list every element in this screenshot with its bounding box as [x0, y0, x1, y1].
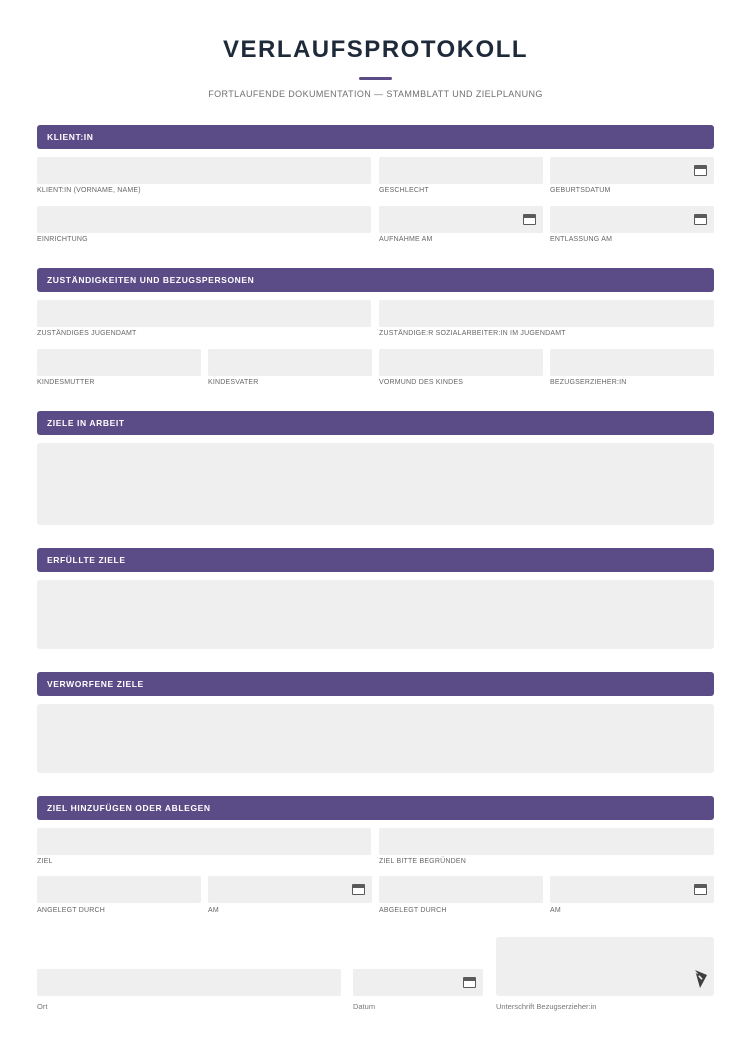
section-ziele-arbeit-heading: ZIELE IN ARBEIT: [37, 411, 714, 435]
section-ziele-verworfen-heading: VERWORFENE ZIELE: [37, 672, 714, 696]
ziele-arbeit-textarea[interactable]: [37, 443, 714, 525]
page-title: VERLAUFSPROTOKOLL: [222, 36, 529, 63]
ziel-begruendung-label: ZIEL BITTE BEGRÜNDEN: [379, 858, 466, 865]
ziel-label: ZIEL: [37, 858, 53, 865]
angelegt-am-label: AM: [208, 907, 219, 914]
section-zustaendigkeiten-heading: ZUSTÄNDIGKEITEN UND BEZUGSPERSONEN: [37, 268, 714, 292]
datum-label: Datum: [353, 1002, 376, 1011]
abgelegt-durch-field[interactable]: [379, 876, 543, 903]
abgelegt-durch-label: ABGELEGT DURCH: [379, 907, 447, 914]
einrichtung-label: EINRICHTUNG: [37, 236, 88, 243]
abgelegt-am-field[interactable]: [550, 876, 714, 903]
bezugserzieher-field[interactable]: [550, 349, 714, 376]
unterschrift-label: Unterschrift Bezugserzieher:in: [496, 1002, 597, 1011]
klient-name-field[interactable]: [37, 157, 371, 184]
sozialarbeiter-field[interactable]: [379, 300, 714, 327]
ort-label: Ort: [37, 1002, 48, 1011]
jugendamt-field[interactable]: [37, 300, 371, 327]
einrichtung-field[interactable]: [37, 206, 371, 233]
pen-nib-icon: [692, 968, 710, 990]
angelegt-durch-label: ANGELEGT DURCH: [37, 907, 106, 914]
angelegt-am-field[interactable]: [208, 876, 372, 903]
angelegt-durch-field[interactable]: [37, 876, 201, 903]
calendar-icon[interactable]: [694, 165, 707, 176]
aufnahme-field[interactable]: [379, 206, 543, 233]
entlassung-label: ENTLASSUNG AM: [550, 236, 613, 243]
ziele-verworfen-textarea[interactable]: [37, 704, 714, 773]
geburtsdatum-label: GEBURTSDATUM: [550, 187, 611, 194]
entlassung-field[interactable]: [550, 206, 714, 233]
ziel-begruendung-field[interactable]: [379, 828, 714, 855]
kindesmutter-label: KINDESMUTTER: [37, 379, 95, 386]
klient-name-label: KLIENT:IN (VORNAME, NAME): [37, 187, 141, 194]
calendar-icon[interactable]: [694, 214, 707, 225]
section-ziele-erfuellt-heading: ERFÜLLTE ZIELE: [37, 548, 714, 572]
bezugserzieher-label: BEZUGSERZIEHER:IN: [550, 379, 627, 386]
kindesmutter-field[interactable]: [37, 349, 201, 376]
calendar-icon[interactable]: [463, 977, 476, 988]
section-klient-heading: KLIENT:IN: [37, 125, 714, 149]
calendar-icon[interactable]: [694, 884, 707, 895]
aufnahme-label: AUFNAHME AM: [379, 236, 433, 243]
page-subtitle: FORTLAUFENDE DOKUMENTATION — STAMMBLATT UND ZIELPLANUNG: [208, 89, 543, 99]
section-ziel-hinzufuegen-heading: ZIEL HINZUFÜGEN ODER ABLEGEN: [37, 796, 714, 820]
geburtsdatum-field[interactable]: [550, 157, 714, 184]
ziel-field[interactable]: [37, 828, 371, 855]
vormund-label: VORMUND DES KINDES: [379, 379, 464, 386]
ziele-erfuellt-textarea[interactable]: [37, 580, 714, 649]
vormund-field[interactable]: [379, 349, 543, 376]
jugendamt-label: ZUSTÄNDIGES JUGENDAMT: [37, 330, 137, 337]
datum-field[interactable]: [353, 969, 483, 996]
abgelegt-am-label: AM: [550, 907, 561, 914]
calendar-icon[interactable]: [523, 214, 536, 225]
kindesvater-field[interactable]: [208, 349, 372, 376]
geschlecht-label: GESCHLECHT: [379, 187, 429, 194]
title-underline: [359, 77, 392, 80]
kindesvater-label: KINDESVATER: [208, 379, 259, 386]
sozialarbeiter-label: ZUSTÄNDIGE:R SOZIALARBEITER:IN IM JUGENDAMT: [379, 330, 566, 337]
ort-field[interactable]: [37, 969, 341, 996]
calendar-icon[interactable]: [352, 884, 365, 895]
signature-field[interactable]: [496, 937, 714, 996]
geschlecht-field[interactable]: [379, 157, 543, 184]
